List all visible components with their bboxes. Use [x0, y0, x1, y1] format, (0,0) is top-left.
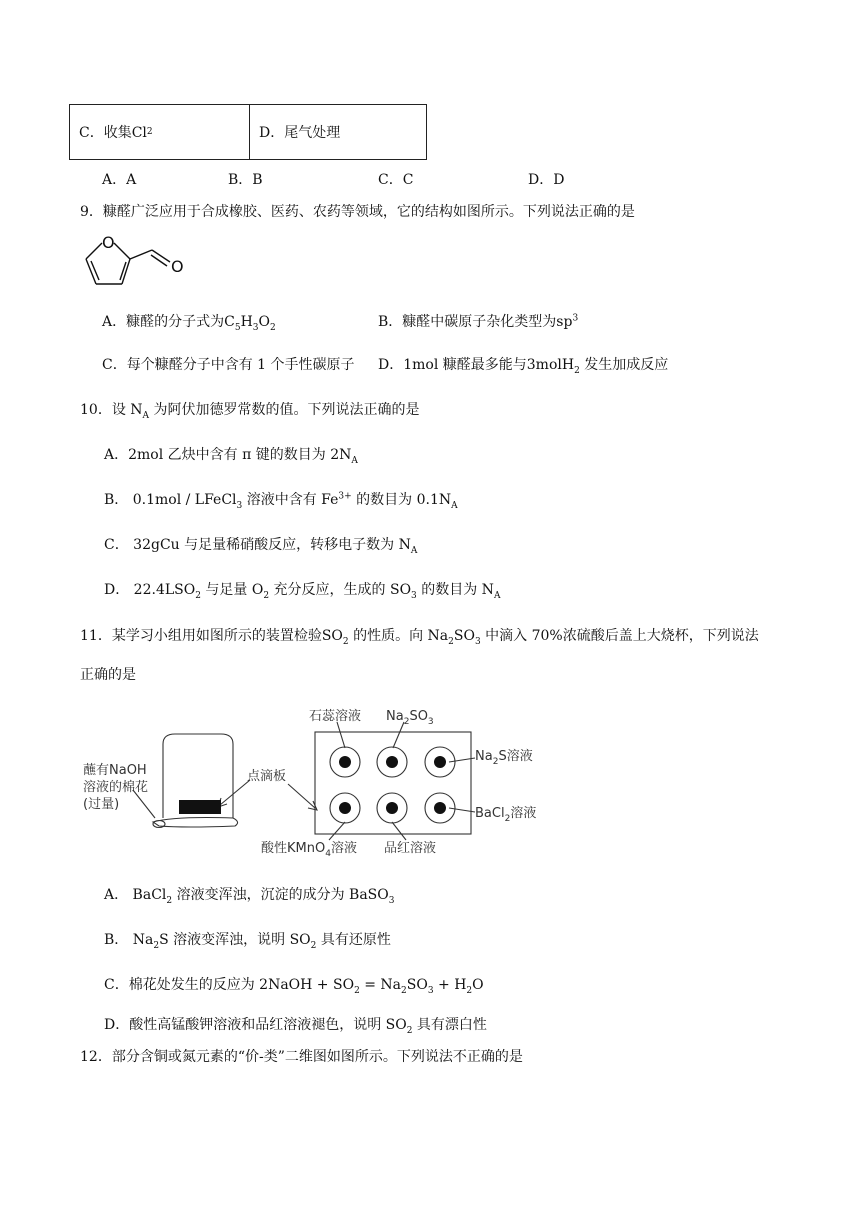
- apparatus-figure: [75, 700, 575, 865]
- kmno4-label: 酸性KMnO$_4$溶液: [261, 841, 357, 859]
- table-cell-c: C．收集Cl 2: [70, 105, 250, 159]
- q9-option-b: B．糠醛中碳原子杂化类型为$sp^3$: [378, 313, 579, 330]
- q10-option-c: C． 32gCu 与足量稀硝酸反应，转移电子数为 $N_A$: [104, 537, 418, 556]
- q9-option-d: D．1mol 糠醛最多能与3molH$_2$ 发生加成反应: [378, 357, 669, 376]
- q11-option-a: A． BaCl$_2$ 溶液变浑浊，沉淀的成分为 BaSO$_3$: [104, 887, 395, 906]
- beaker-base: [153, 818, 238, 828]
- q9-option-a: A．糠醛的分子式为$C_5H_3O_2$: [102, 314, 276, 333]
- cotton-label-3: (过量): [83, 797, 120, 812]
- carbonyl-oxygen-label: O: [171, 257, 184, 276]
- cotton-label-2: 溶液的棉花: [83, 780, 149, 795]
- q11-stem-line2: 正确的是: [80, 667, 136, 683]
- q10-stem: 10．设 $N_A$ 为阿伏加德罗常数的值。下列说法正确的是: [80, 402, 420, 421]
- q10-option-b: B． 0.1mol / LFeCl$_3$ 溶液中含有 $Fe^{3+}$ 的数目为 $0.1N_A$: [104, 491, 458, 511]
- q9-option-c: C．每个糠醛分子中含有 1 个手性碳原子: [102, 357, 355, 373]
- q11-option-d: D．酸性高锰酸钾溶液和品红溶液褪色，说明 $SO_2$ 具有漂白性: [104, 1017, 487, 1036]
- pinhong-label: 品红溶液: [384, 841, 437, 856]
- q8-option-d: D．D: [528, 172, 565, 188]
- q8-option-a: A．A: [102, 172, 137, 188]
- litmus-label: 石蕊溶液: [309, 709, 362, 724]
- furfural-structure: [78, 226, 198, 296]
- q11-option-c: C．棉花处发生的反应为 2NaOH + $SO_2 = Na_2SO_3 + H_2O$: [104, 977, 484, 996]
- q11-stem-line1: 11．某学习小组用如图所示的装置检验$SO_2$ 的性质。向 $Na_2SO_3$ 中滴入 70%浓硫酸后盖上大烧杯，下列说法: [80, 628, 759, 647]
- q12-stem: 12．部分含铜或氮元素的“价-类”二维图如图所示。下列说法不正确的是: [80, 1049, 523, 1065]
- apparatus-table-row: [69, 104, 427, 160]
- table-cell-d: [250, 105, 340, 159]
- q9-stem: 9．糠醛广泛应用于合成橡胶、医药、农药等领域，它的结构如图所示。下列说法正确的是: [80, 204, 635, 220]
- ring-oxygen-label: O: [102, 233, 115, 252]
- table-d-label: D．尾气处理: [259, 125, 341, 141]
- na2so3-label: $Na_2SO_3$: [386, 709, 434, 727]
- spot-plate-icon: [179, 800, 221, 814]
- bacl2-label: BaCl$_2$溶液: [475, 806, 537, 824]
- cotton-label-1: 蘸有NaOH: [83, 763, 147, 778]
- q8-option-b: B．B: [228, 172, 263, 188]
- na2s-label: $Na_2S$溶液: [475, 749, 533, 767]
- table-c-label: C．收集Cl: [79, 125, 147, 141]
- q10-option-d: D． $22.4LSO_2$ 与足量 $O_2$ 充分反应，生成的 $SO_3$ 的数目为 $N_A$: [104, 582, 501, 601]
- q10-option-a: A．2mol 乙炔中含有 π 键的数目为 $2N_A$: [104, 447, 358, 466]
- q8-option-c: C．C: [378, 172, 414, 188]
- spot-plate-label: 点滴板: [247, 769, 287, 784]
- q11-option-b: B． $Na_2S$ 溶液变浑浊，说明 $SO_2$ 具有还原性: [104, 932, 391, 951]
